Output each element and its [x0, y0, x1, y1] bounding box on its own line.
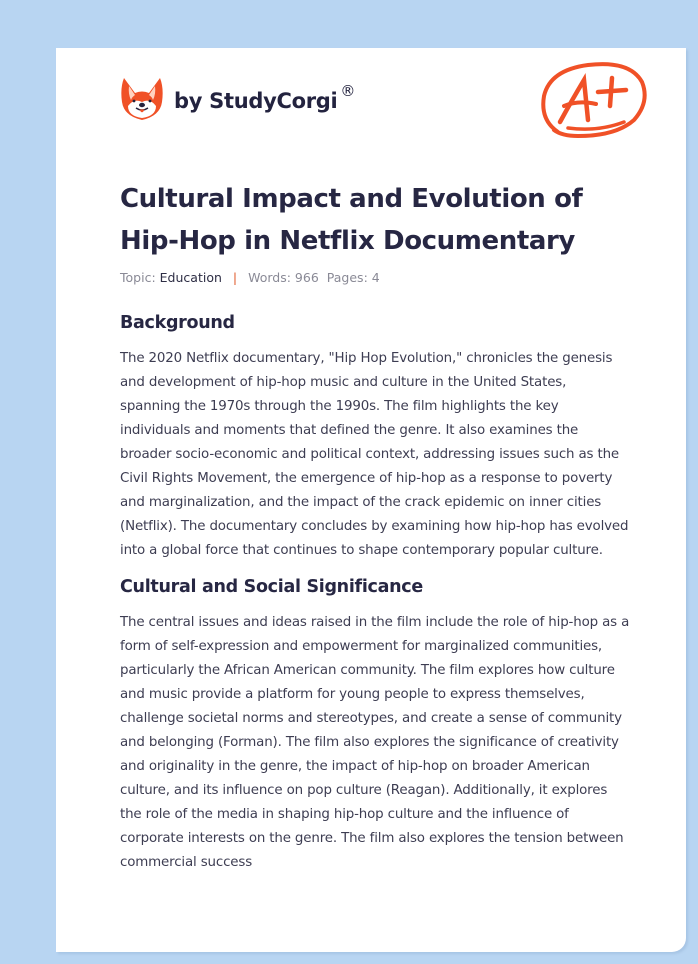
studycorgi-logo[interactable] — [120, 76, 355, 122]
topic-link[interactable]: Education — [159, 270, 222, 285]
section-paragraph-background: The 2020 Netflix documentary, "Hip Hop Evolution," chronicles the genesis and development of hip-hop music and culture in the United States, spanning the 1970s through the 1990s. The film highlights the key individuals and moments that defined the genre. It also examines the broader socio-economic and political context, addressing issues such as the Civil Rights Movement, the emergence of hip-hop as a response to poverty and marginalization, and the impact of the crack epidemic on inner cities (Netflix). The documentary concludes by examining how hip-hop has evolved into a global force that continues to shape contemporary popular culture. — [120, 351, 629, 558]
section-heading-background: Background — [120, 313, 235, 333]
section-heading-cultural-significance: Cultural and Social Significance — [120, 577, 423, 597]
word-count: Words: 966 — [248, 270, 319, 285]
a-plus-grade-icon — [538, 60, 650, 142]
document-page — [56, 48, 686, 952]
topic-label: Topic: — [120, 270, 156, 285]
document-title: Cultural Impact and Evolution of Hip-Hop in Netflix Documentary — [120, 184, 583, 256]
brand-name: by StudyCorgi — [174, 89, 338, 113]
page-count: Pages: 4 — [326, 270, 380, 285]
registered-mark: ® — [340, 82, 356, 100]
document-meta — [120, 270, 630, 285]
page-header — [120, 76, 650, 146]
section-paragraph-cultural-significance: The central issues and ideas raised in the film include the role of hip-hop as a form of self-expression and empowerment for marginalized communities, particularly the African American community. The film explores how culture and music provide a platform for young people to express themselves, challenge societal norms and stereotypes, and create a sense of community and belonging (Forman). The film also explores the significance of creativity and originality in the genre, the impact of hip-hop on broader American culture, and its influence on pop culture (Reagan). Additionally, it explores the role of the media in shaping hip-hop culture and the influence of corporate interests on the genre. The film also explores the tension between commercial success — [120, 615, 630, 870]
corgi-icon — [120, 76, 164, 122]
document-content — [120, 178, 630, 875]
meta-separator: | — [232, 270, 238, 285]
